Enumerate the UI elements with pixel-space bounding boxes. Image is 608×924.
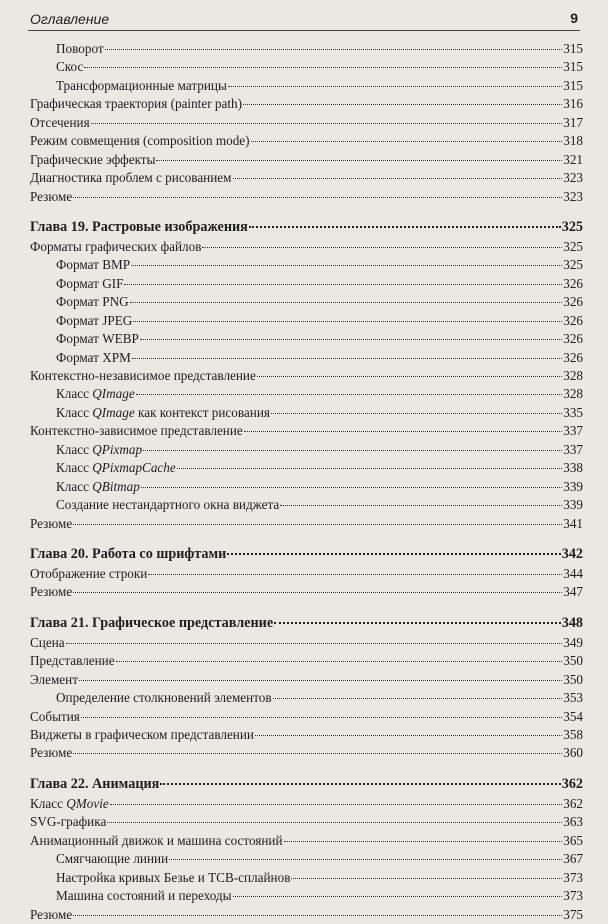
toc-entry-title: Виджеты в графическом представлении (30, 727, 254, 742)
toc-entry-title: Класс QPixmapCache (56, 460, 176, 476)
toc-entry-title: Контекстно-независимое представление (30, 368, 256, 383)
dot-leader (227, 553, 560, 555)
dot-leader (81, 717, 562, 718)
toc-page-number: 339 (563, 478, 583, 494)
toc-entry (30, 515, 583, 533)
toc-page-number: 375 (563, 906, 583, 922)
toc-entry-title: Формат JPEG (56, 312, 133, 328)
toc-page-number: 373 (563, 869, 583, 885)
toc-page-number: 360 (563, 745, 583, 761)
dot-leader (291, 878, 562, 879)
toc-entry (30, 726, 583, 744)
toc-page-number: 318 (563, 133, 583, 149)
toc-page-number: 338 (563, 460, 583, 476)
page-header (28, 8, 580, 31)
toc-page-number: 341 (563, 515, 583, 531)
toc-page-number: 315 (563, 59, 583, 75)
toc-entry-title: Резюме (30, 745, 73, 761)
dot-leader (116, 661, 563, 662)
dot-leader (130, 302, 563, 303)
toc-entry (30, 795, 583, 813)
dot-leader (73, 197, 562, 198)
toc-page-number: 328 (563, 368, 583, 383)
toc-entry-title: Класс QImage (56, 386, 135, 402)
toc-page-number: 326 (563, 275, 583, 291)
toc-page-number: 335 (563, 404, 583, 420)
toc-page-number: 349 (563, 634, 583, 650)
dot-leader (140, 339, 562, 340)
toc-page-number: 317 (563, 114, 583, 130)
toc-entry-title: Создание нестандартного окна виджета (56, 497, 280, 513)
toc-entry (30, 583, 583, 601)
toc-entry-title: Графические эффекты (30, 151, 156, 167)
toc-page-number: 326 (563, 349, 583, 365)
toc-page-number: 363 (563, 814, 583, 830)
dot-leader (249, 226, 561, 228)
toc-entry-title: Глава 22. Анимация (30, 775, 160, 792)
toc-page-number: 365 (563, 832, 583, 848)
toc-entry (30, 385, 583, 403)
toc-entry (30, 496, 583, 514)
dot-leader (73, 915, 562, 916)
toc-entry-title: Представление (30, 653, 115, 669)
toc-chapter-entry (30, 773, 583, 795)
dot-leader (132, 358, 562, 359)
toc-entry-title: Глава 20. Работа со шрифтами (30, 545, 227, 562)
dot-leader (255, 735, 562, 736)
toc-entry-title: Формат PNG (56, 294, 129, 310)
toc-page-number: 326 (563, 312, 583, 328)
toc-entry-title: Резюме (30, 906, 73, 922)
dot-leader (169, 859, 562, 860)
toc-entry (30, 671, 583, 689)
toc-entry-title: Класс QImage как контекст рисования (56, 404, 270, 420)
dot-leader (136, 394, 563, 395)
toc-entry-title: Формат BMP (56, 257, 131, 273)
toc-entry-title: Резюме (30, 584, 73, 600)
dot-leader (73, 592, 562, 593)
dot-leader (257, 376, 562, 377)
toc-page-number: 323 (563, 188, 583, 204)
toc-entry (30, 77, 583, 95)
toc-entry (30, 114, 583, 132)
dot-leader (284, 841, 563, 842)
toc-entry-title: Режим совмещения (composition mode) (30, 133, 250, 149)
toc-entry (30, 349, 583, 367)
running-header-title: Оглавление (30, 11, 110, 27)
dot-leader (243, 104, 562, 105)
dot-leader (280, 505, 562, 506)
toc-page-number: 350 (563, 653, 583, 669)
toc-entry (30, 634, 583, 652)
toc-entry-title: Отображение строки (30, 565, 148, 581)
toc-entry (30, 40, 583, 58)
toc-entry-title: Форматы графических файлов (30, 238, 202, 254)
toc-chapter-entry (30, 216, 583, 238)
toc-entry-title: SVG-графика (30, 814, 107, 830)
toc-page-number: 326 (563, 294, 583, 310)
toc-page-number: 344 (563, 565, 583, 581)
toc-entry (30, 689, 583, 707)
toc-entry (30, 652, 583, 670)
toc-entry (30, 708, 583, 726)
toc-entry (30, 330, 583, 348)
dot-leader (124, 284, 562, 285)
toc-entry-title: Элемент (30, 671, 78, 687)
dot-leader (233, 178, 563, 179)
toc-entry-title: Смягчающие линии (56, 851, 169, 867)
table-of-contents (30, 40, 583, 924)
toc-page-number: 350 (563, 671, 583, 687)
toc-entry-title: Формат WEBP (56, 331, 139, 347)
toc-entry-title: Глава 19. Растровые изображения (30, 218, 248, 235)
toc-entry-title: Скос (56, 59, 84, 75)
page-number: 9 (570, 10, 578, 26)
toc-entry-title: События (30, 708, 80, 724)
toc-entry (30, 887, 583, 905)
dot-leader (177, 468, 562, 469)
toc-entry-title: Поворот (56, 41, 104, 56)
toc-entry (30, 256, 583, 274)
toc-entry (30, 850, 583, 868)
dot-leader (202, 247, 562, 248)
dot-leader (107, 822, 562, 823)
dot-leader (228, 86, 562, 87)
toc-page-number: 353 (563, 690, 583, 706)
toc-entry-title: Глава 21. Графическое представление (30, 614, 274, 631)
toc-entry (30, 151, 583, 169)
toc-page-number: 325 (561, 218, 583, 235)
toc-page-number: 362 (563, 795, 583, 811)
toc-page-number: 354 (563, 708, 583, 724)
dot-leader (156, 160, 562, 161)
toc-entry-title: Формат GIF (56, 275, 124, 291)
toc-entry (30, 95, 583, 113)
toc-page-number: 342 (561, 545, 583, 562)
toc-page-number: 339 (563, 497, 583, 513)
dot-leader (84, 67, 562, 68)
toc-page-number: 337 (563, 423, 583, 439)
toc-entry (30, 275, 583, 293)
toc-page-number: 315 (563, 41, 583, 56)
toc-entry (30, 312, 583, 330)
toc-entry (30, 188, 583, 206)
toc-page-number: 362 (561, 775, 583, 792)
dot-leader (244, 431, 562, 432)
dot-leader (251, 141, 563, 142)
toc-entry-title: Определение столкновений элементов (56, 690, 272, 706)
toc-page-number: 321 (563, 151, 583, 167)
dot-leader (233, 896, 563, 897)
toc-entry-title: Резюме (30, 515, 73, 531)
toc-page-number: 325 (563, 257, 583, 273)
dot-leader (73, 753, 562, 754)
toc-entry (30, 404, 583, 422)
toc-page-number: 373 (563, 888, 583, 904)
toc-page-number: 325 (563, 238, 583, 254)
toc-page-number: 358 (563, 727, 583, 742)
toc-entry (30, 813, 583, 831)
toc-entry-title: Сцена (30, 634, 65, 650)
toc-page-number: 337 (563, 441, 583, 457)
toc-entry-title: Контекстно-зависимое представление (30, 423, 243, 439)
toc-entry (30, 293, 583, 311)
toc-entry (30, 58, 583, 76)
toc-entry (30, 132, 583, 150)
toc-page-number: 315 (563, 77, 583, 93)
dot-leader (66, 643, 563, 644)
dot-leader (271, 413, 562, 414)
toc-page-number: 348 (561, 614, 583, 631)
toc-entry-title: Машина состояний и переходы (56, 888, 232, 904)
toc-chapter-entry (30, 612, 583, 634)
dot-leader (143, 450, 562, 451)
dot-leader (79, 680, 562, 681)
toc-entry (30, 744, 583, 762)
toc-entry (30, 478, 583, 496)
toc-page-number: 367 (563, 851, 583, 867)
toc-entry (30, 238, 583, 256)
dot-leader (273, 698, 563, 699)
toc-entry (30, 869, 583, 887)
toc-entry-title: Класс QPixmap (56, 441, 143, 457)
dot-leader (160, 783, 560, 785)
toc-entry (30, 441, 583, 459)
toc-page-number: 316 (563, 96, 583, 112)
dot-leader (110, 804, 563, 805)
toc-entry-title: Класс QMovie (30, 795, 109, 811)
toc-page-number: 347 (563, 584, 583, 600)
toc-page-number: 326 (563, 331, 583, 347)
dot-leader (274, 622, 561, 624)
dot-leader (131, 265, 562, 266)
toc-entry (30, 169, 583, 187)
toc-entry (30, 906, 583, 924)
dot-leader (105, 49, 563, 50)
toc-entry-title: Анимационный движок и машина состояний (30, 832, 283, 848)
toc-entry-title: Формат XPM (56, 349, 131, 365)
toc-entry-title: Резюме (30, 188, 73, 204)
toc-entry (30, 422, 583, 440)
toc-entry-title: Класс QBitmap (56, 478, 140, 494)
toc-entry-title: Настройка кривых Безье и TCB-сплайнов (56, 869, 291, 885)
toc-entry (30, 565, 583, 583)
toc-chapter-entry (30, 543, 583, 565)
toc-page-number: 328 (563, 386, 583, 402)
dot-leader (73, 524, 562, 525)
dot-leader (91, 123, 563, 124)
toc-entry-title: Трансформационные матрицы (56, 77, 227, 93)
toc-page-number: 323 (563, 170, 583, 186)
toc-entry (30, 832, 583, 850)
dot-leader (133, 321, 562, 322)
dot-leader (148, 574, 562, 575)
toc-entry (30, 367, 583, 385)
toc-entry-title: Диагностика проблем с рисованием (30, 170, 232, 186)
toc-entry (30, 459, 583, 477)
toc-entry-title: Отсечения (30, 114, 90, 130)
toc-entry-title: Графическая траектория (painter path) (30, 96, 242, 112)
dot-leader (141, 487, 562, 488)
